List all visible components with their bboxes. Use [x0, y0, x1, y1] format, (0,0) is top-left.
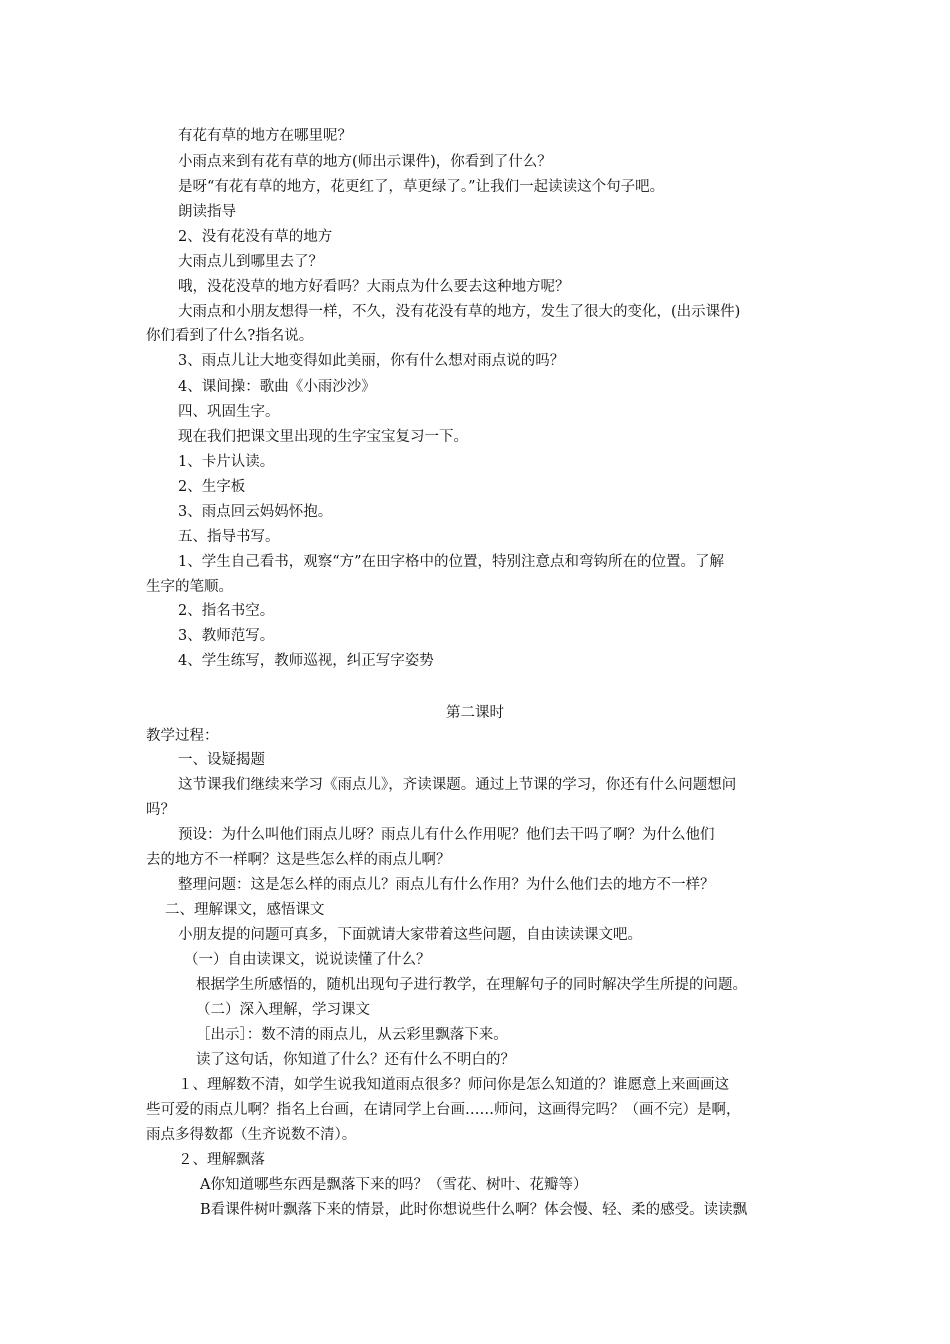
text-line: 1、卡片认读。 — [178, 454, 275, 470]
text-line: 四、巩固生字。 — [178, 404, 280, 420]
text-line: 哦，没花没草的地方好看吗？大雨点为什么要去这种地方呢？ — [178, 279, 570, 295]
text-line: 吗？ — [146, 802, 175, 818]
text-line: 3、雨点儿让大地变得如此美丽，你有什么想对雨点说的吗？ — [178, 353, 565, 369]
text-line: （一）自由读课文，说说读懂了什么？ — [184, 952, 431, 968]
text-line: 1、学生自己看书，观察“方”在田字格中的位置，特别注意点和弯钩所在的位置。了解 — [178, 554, 725, 570]
text-line: 雨点多得数都（生齐说数不清）。 — [146, 1127, 357, 1143]
text-line: ［出示］：数不清的雨点儿，从云彩里飘落下来。 — [196, 1027, 508, 1043]
text-line: 3、雨点回云妈妈怀抱。 — [178, 504, 333, 520]
text-line: 现在我们把课文里出现的生字宝宝复习一下。 — [178, 429, 468, 445]
text-line: 小雨点来到有花有草的地方(师出示课件)，你看到了什么？ — [178, 154, 552, 170]
text-line: 根据学生所感悟的，随机出现句子进行教学，在理解句子的同时解决学生所提的问题。 — [196, 977, 747, 993]
text-line: 是呀“有花有草的地方，花更红了，草更绿了。”让我们一起读读这个句子吧。 — [178, 179, 665, 195]
text-line: 3、教师范写。 — [178, 628, 275, 644]
text-line: 2、生字板 — [178, 479, 246, 495]
text-line: 五、指导书写。 — [178, 529, 280, 545]
text-line: 去的地方不一样啊？这是些怎么样的雨点儿啊？ — [146, 852, 451, 868]
text-line: 大雨点儿到哪里去了？ — [178, 254, 323, 270]
text-line: 4、学生练写，教师巡视，纠正写字姿势 — [178, 653, 434, 669]
text-line: 预设：为什么叫他们雨点儿呀？雨点儿有什么作用呢？他们去干吗了啊？为什么他们 — [178, 827, 715, 843]
text-line: ２、理解飘落 — [178, 1152, 265, 1168]
text-line: 4、课间操：歌曲《小雨沙沙》 — [178, 379, 376, 395]
text-line: 生字的笔顺。 — [146, 579, 233, 595]
text-line: １、理解数不清，如学生说我知道雨点很多？师问你是怎么知道的？谁愿意上来画画这 — [178, 1077, 729, 1093]
text-line: 一、设疑揭题 — [178, 752, 265, 768]
text-line: 朗读指导 — [178, 204, 236, 220]
section-heading: 第二课时 — [446, 705, 504, 721]
text-line: 教学过程： — [146, 728, 219, 744]
text-line: （二）深入理解，学习课文 — [196, 1002, 370, 1018]
text-line: 二、理解课文，感悟课文 — [165, 902, 325, 918]
text-line: 你们看到了什么?指名说。 — [146, 328, 314, 344]
text-line: 读了这句话，你知道了什么？还有什么不明白的？ — [196, 1052, 515, 1068]
text-line: B看课件树叶飘落下来的情景，此时你想说些什么啊？体会慢、轻、柔的感受。读读飘 — [200, 1202, 748, 1218]
text-line: A你知道哪些东西是飘落下来的吗？（雪花、树叶、花瓣等） — [200, 1177, 588, 1193]
text-line: 小朋友提的问题可真多，下面就请大家带着这些问题，自由读读课文吧。 — [178, 927, 642, 943]
text-line: 2、没有花没有草的地方 — [178, 229, 333, 245]
text-line: 2、指名书空。 — [178, 603, 275, 619]
text-line: 大雨点和小朋友想得一样，不久，没有花没有草的地方，发生了很大的变化，(出示课件) — [178, 304, 741, 320]
text-line: 这节课我们继续来学习《雨点儿》，齐读课题。通过上节课的学习，你还有什么问题想问 — [178, 777, 737, 793]
text-line: 些可爱的雨点儿啊？指名上台画，在请同学上台画……师问，这画得完吗？（画不完）是啊， — [146, 1102, 741, 1118]
text-line: 有花有草的地方在哪里呢？ — [178, 128, 352, 144]
text-line: 整理问题：这是怎么样的雨点儿？雨点儿有什么作用？为什么他们去的地方不一样？ — [178, 877, 715, 893]
